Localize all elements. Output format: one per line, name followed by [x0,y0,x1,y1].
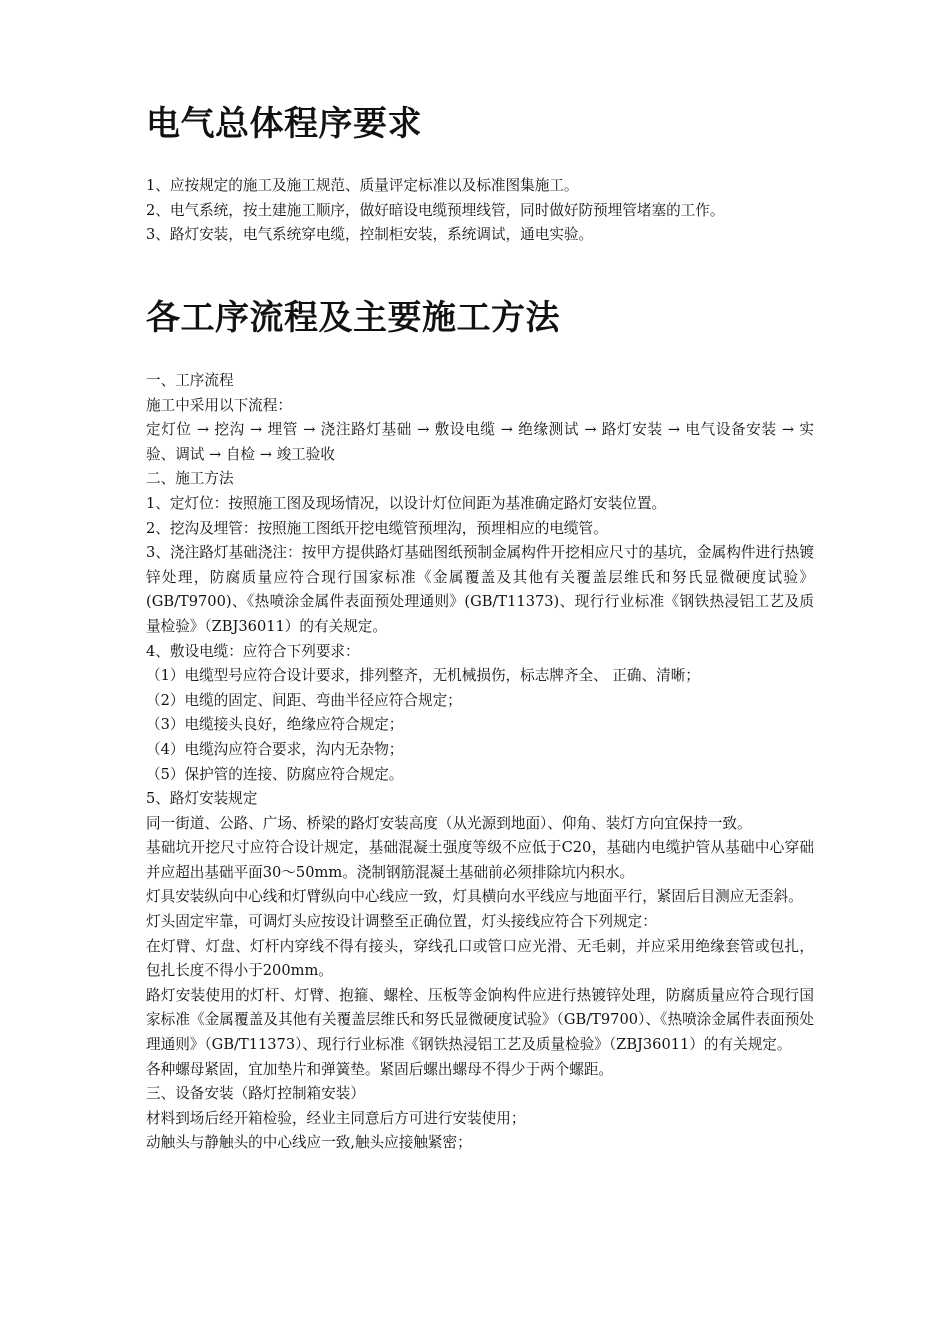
paragraph: 施工中采用以下流程： [146,396,292,414]
paragraph: 2、挖沟及埋管：按照施工图纸开挖电缆管预埋沟，预埋相应的电缆管。 [146,519,608,537]
electrical-requirements-list [146,174,814,248]
section-title-electrical-requirements: 电气总体程序要求 [146,104,422,144]
list-item: （3）电缆接头良好，绝缘应符合规定； [146,716,404,734]
paragraph: 3、浇注路灯基础浇注：按甲方提供路灯基础图纸预制金属构件开挖相应尺寸的基坑，金属构件进行热镀锌处理，防腐质量应符合现行国家标准《金属覆盖及其他有关覆盖层维氏和努氏显微硬度试验》(GB/T9700)、《热喷涂金属件表面预处理通则》(GB/T11373)、现行行业标准《钢铁热浸铝工艺及质量检验》（ZBJ36011）的有关规定。 [146,544,814,635]
requirement-item: 1、应按规定的施工及施工规范、质量评定标准以及标准图集施工。 [146,177,579,194]
subheading-construction-method: 二、施工方法 [146,470,234,488]
section-title-construction-methods: 各工序流程及主要施工方法 [146,298,560,338]
paragraph: 路灯安装使用的灯杆、灯臂、抱箍、螺栓、压板等金饷构件应进行热镀锌处理，防腐质量应符合现行国家标准《金属覆盖及其他有关覆盖层维氏和努氏显微硬度试验》（GB/T9700）、《热喷涂金属件表面预处理通则》（GB/T11373）、现行行业标准《钢铁热浸铝工艺及质量检验》（ZBJ36011）的有关规定。 [146,986,814,1054]
paragraph: 基础坑开挖尺寸应符合设计规定，基础混凝土强度等级不应低于C20，基础内电缆护管从基础中心穿础并应超出基础平面30～50mm。浇制钢筋混凝土基础前必须排除坑内积水。 [146,839,814,881]
requirement-item: 2、电气系统，按土建施工顺序，做好暗设电缆预埋线管，同时做好防预埋管堵塞的工作。 [146,201,725,219]
paragraph: 同一街道、公路、广场、桥梁的路灯安装高度（从光源到地面）、仰角、装灯方向宜保持一致。 [146,814,752,832]
paragraph: 动触头与静触头的中心线应一致,触头应接触紧密； [146,1134,472,1152]
construction-methods-body [146,369,814,1156]
paragraph: 材料到场后经开箱检验，经业主同意后方可进行安装使用； [146,1109,526,1127]
list-item: （2）电缆的固定、间距、弯曲半径应符合规定； [146,691,462,709]
paragraph: 4、敷设电缆：应符合下列要求： [146,642,360,660]
requirement-item: 3、路灯安装，电气系统穿电缆，控制柜安装，系统调试，通电实验。 [146,226,594,244]
paragraph: 灯头固定牢靠，可调灯头应按设计调整至正确位置，灯头接线应符合下列规定： [146,913,657,931]
list-item: （5）保护管的连接、防腐应符合规定。 [146,765,404,783]
paragraph: 灯具安装纵向中心线和灯臂纵向中心线应一致，灯具横向水平线应与地面平行，紧固后目测应无歪斜。 [146,888,803,906]
list-item: （4）电缆沟应符合要求，沟内无杂物； [146,740,404,758]
subheading-equipment-installation: 三、设备安装（路灯控制箱安装） [146,1085,365,1103]
process-flow-sequence: 定灯位 → 挖沟 → 埋管 → 浇注路灯基础 → 敷设电缆 → 绝缘测试 → 路灯安装 → 电气设备安装 → 实验、调试 → 自检 → 竣工验收 [146,421,814,463]
paragraph: 1、定灯位：按照施工图及现场情况，以设计灯位间距为基准确定路灯安装位置。 [146,494,667,512]
list-item: （1）电缆型号应符合设计要求，排列整齐，无机械损伤，标志牌齐全、 正确、清晰； [146,667,700,685]
paragraph: 在灯臂、灯盘、灯杆内穿线不得有接头，穿线孔口或管口应光滑、无毛刺，并应采用绝缘套管或包扎，包扎长度不得小于200mm。 [146,937,814,980]
subheading-process-flow: 一、工序流程 [146,372,234,389]
paragraph: 各种螺母紧固，宜加垫片和弹簧垫。紧固后螺出螺母不得少于两个螺距。 [146,1060,614,1078]
paragraph: 5、路灯安装规定 [146,790,258,808]
